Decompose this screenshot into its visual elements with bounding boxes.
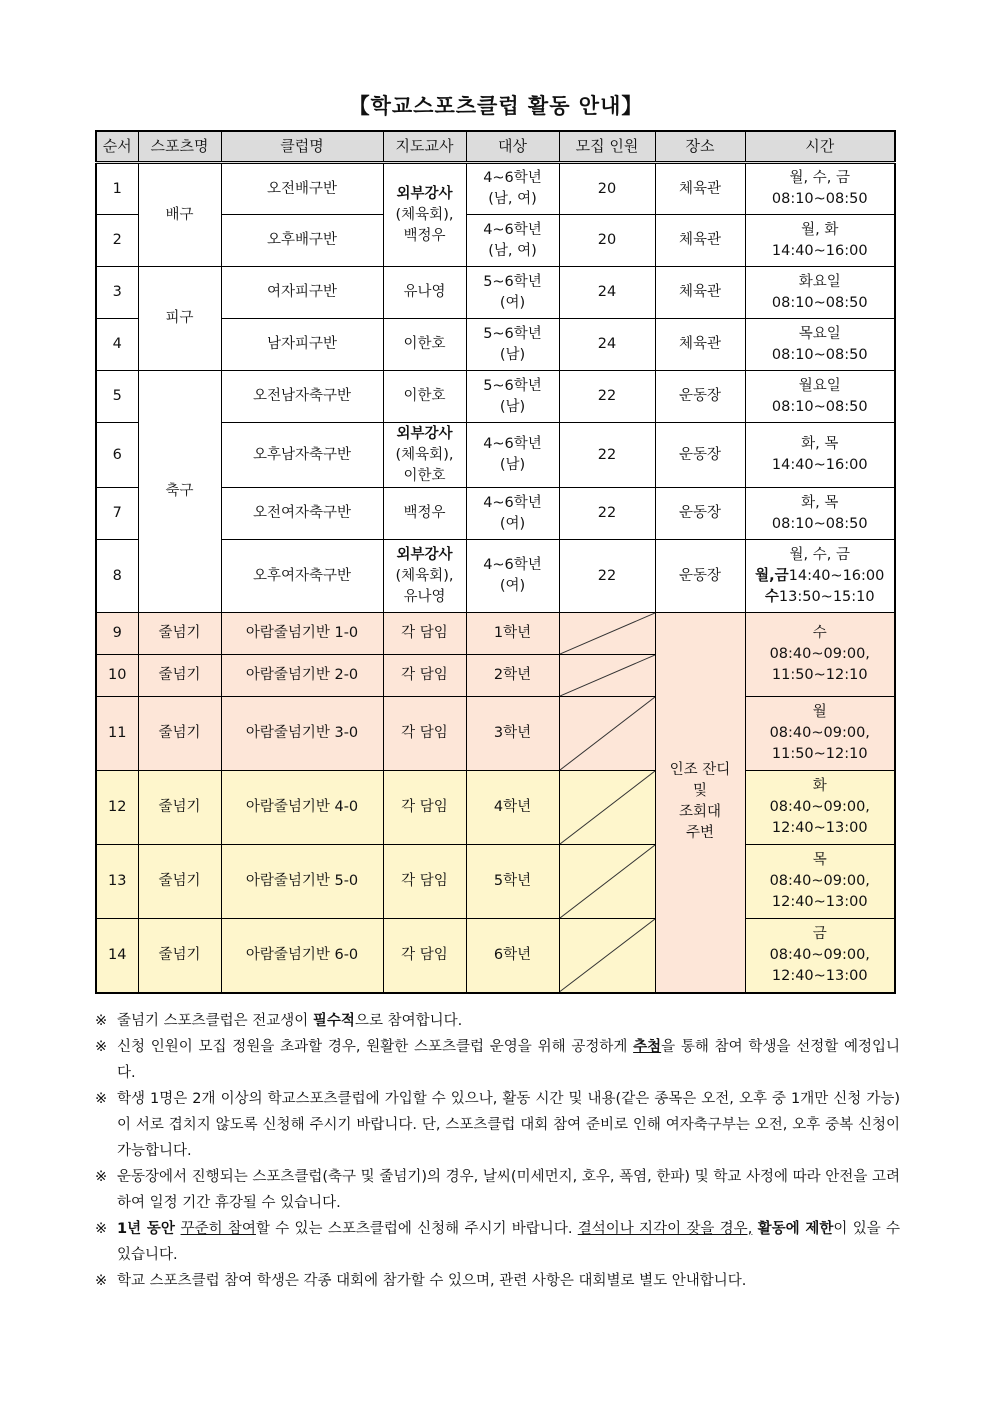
- cell-teacher: 각 담임: [383, 771, 466, 845]
- target-gender: (여): [499, 515, 526, 532]
- reference-mark-icon: ※: [95, 1091, 108, 1107]
- cell-place: 체육관: [655, 267, 745, 319]
- diagonal-slash-icon: [560, 845, 655, 918]
- cell-target: 5학년: [466, 845, 559, 919]
- cell-count: 24: [559, 319, 655, 371]
- note-item: [95, 1216, 900, 1268]
- time-range: 11:50~12:10: [771, 746, 868, 762]
- target-grade: 5~6학년: [483, 377, 542, 394]
- diagonal-slash-icon: [560, 613, 655, 654]
- time-days: 월, 화: [801, 221, 839, 238]
- cell-no: 4: [96, 319, 138, 371]
- cell-target: [466, 163, 559, 215]
- cell-no: 7: [96, 488, 138, 540]
- cell-teacher: 각 담임: [383, 697, 466, 771]
- cell-teacher: 유나영: [383, 267, 466, 319]
- col-header-count: 모집 인원: [559, 131, 655, 163]
- target-gender: (남): [499, 398, 526, 415]
- time-range: 08:10~08:50: [771, 294, 868, 311]
- teacher-external: 외부강사: [396, 425, 453, 442]
- cell-no: 6: [96, 423, 138, 488]
- time-range: 08:10~08:50: [771, 515, 868, 532]
- time-range: 08:10~08:50: [771, 398, 868, 415]
- note-text-part: 줄넘기 스포츠클럽은 전교생이: [117, 1013, 313, 1029]
- note-item: [95, 1034, 900, 1086]
- cell-time: [745, 771, 895, 845]
- col-header-club: 클럽명: [221, 131, 383, 163]
- target-gender: (남, 여): [488, 242, 537, 259]
- target-gender: (남): [499, 457, 526, 473]
- time-days-label: 수: [764, 588, 779, 605]
- cell-club: 오전여자축구반: [221, 488, 383, 540]
- note-emphasis: 필수적: [312, 1013, 355, 1029]
- time-days: 화요일: [798, 273, 841, 290]
- cell-time: [745, 423, 895, 488]
- time-range: 08:10~08:50: [771, 191, 868, 207]
- table-header-row: [96, 131, 895, 163]
- diagonal-slash-icon: [560, 697, 655, 770]
- venue-line: 및: [692, 783, 707, 800]
- notes-section: [95, 1008, 900, 1294]
- time-days: 목: [812, 852, 827, 868]
- cell-target: [466, 423, 559, 488]
- cell-count-empty: [559, 919, 655, 993]
- cell-teacher: 각 담임: [383, 919, 466, 993]
- col-header-sport: 스포츠명: [138, 131, 221, 163]
- cell-club: 오후배구반: [221, 215, 383, 267]
- cell-no: 10: [96, 655, 138, 697]
- cell-sport: 줄넘기: [138, 919, 221, 993]
- cell-sport: 줄넘기: [138, 613, 221, 655]
- target-gender: (남): [499, 346, 526, 363]
- time-range: 14:40~16:00: [788, 567, 885, 584]
- note-emphasis: 활동에 제한: [757, 1221, 834, 1237]
- cell-no: 3: [96, 267, 138, 319]
- time-days: 화, 목: [801, 436, 839, 452]
- table-row: [96, 163, 895, 215]
- cell-sport: 축구: [138, 371, 221, 613]
- cell-club: 아람줄넘기반 6-0: [221, 919, 383, 993]
- teacher-name: 이한호: [403, 467, 446, 484]
- table-row: [96, 371, 895, 423]
- cell-teacher: 각 담임: [383, 613, 466, 655]
- time-days: 월, 수, 금: [789, 546, 850, 563]
- cell-target: [466, 267, 559, 319]
- note-underline: 꾸준히 참여: [180, 1221, 256, 1237]
- cell-place: 체육관: [655, 163, 745, 215]
- note-text: [117, 1008, 900, 1034]
- cell-place: 운동장: [655, 488, 745, 540]
- time-range: 08:40~09:00,: [769, 873, 870, 889]
- reference-mark-icon: ※: [95, 1039, 108, 1055]
- time-range: 08:40~09:00,: [769, 799, 870, 815]
- teacher-org: (체육회),: [395, 206, 454, 223]
- cell-club: 아람줄넘기반 3-0: [221, 697, 383, 771]
- time-days: 월: [812, 704, 827, 720]
- note-text-part: 할 수 있는 스포츠클럽에 신청해 주시기 바랍니다.: [255, 1221, 578, 1237]
- cell-target: 3학년: [466, 697, 559, 771]
- reference-mark-icon: ※: [95, 1221, 108, 1237]
- note-text: [117, 1216, 900, 1268]
- cell-no: 12: [96, 771, 138, 845]
- cell-place: 운동장: [655, 540, 745, 613]
- cell-place: [655, 613, 745, 993]
- page-title: 【학교스포츠클럽 활동 안내】: [348, 94, 644, 118]
- target-gender: (여): [499, 578, 526, 594]
- table-row: [96, 845, 895, 919]
- cell-teacher: 각 담임: [383, 845, 466, 919]
- note-item: [95, 1164, 900, 1216]
- reference-mark-icon: ※: [95, 1273, 108, 1289]
- cell-club: 오전남자축구반: [221, 371, 383, 423]
- time-days: 월, 수, 금: [789, 170, 850, 186]
- cell-teacher: 각 담임: [383, 655, 466, 697]
- cell-count-empty: [559, 697, 655, 771]
- reference-mark-icon: ※: [95, 1169, 108, 1185]
- cell-time: [745, 488, 895, 540]
- target-grade: 5~6학년: [483, 273, 542, 290]
- cell-sport: 피구: [138, 267, 221, 371]
- cell-target: 2학년: [466, 655, 559, 697]
- cell-teacher: [383, 163, 466, 267]
- cell-time: [745, 319, 895, 371]
- cell-sport: 줄넘기: [138, 697, 221, 771]
- venue-line: 인조 잔디: [669, 762, 731, 779]
- cell-target: 6학년: [466, 919, 559, 993]
- time-range: 12:40~13:00: [771, 820, 868, 836]
- cell-sport: 배구: [138, 163, 221, 267]
- note-text: 학교 스포츠클럽 참여 학생은 각종 대회에 참가할 수 있으며, 관련 사항은 대회별로 별도 안내합니다.: [117, 1273, 747, 1289]
- cell-no: 14: [96, 919, 138, 993]
- cell-time: [745, 371, 895, 423]
- table-row: [96, 267, 895, 319]
- note-item: [95, 1008, 900, 1034]
- col-header-no: 순서: [96, 131, 138, 163]
- cell-count-empty: [559, 771, 655, 845]
- cell-target: 1학년: [466, 613, 559, 655]
- time-days: 화, 목: [801, 494, 839, 511]
- cell-teacher: [383, 540, 466, 613]
- cell-place: 운동장: [655, 371, 745, 423]
- cell-club: 오전배구반: [221, 163, 383, 215]
- table-row: [96, 771, 895, 845]
- time-days: 목요일: [798, 325, 841, 342]
- cell-no: 1: [96, 163, 138, 215]
- cell-count: 20: [559, 163, 655, 215]
- col-header-teacher: 지도교사: [383, 131, 466, 163]
- note-emphasis: 추첨: [633, 1039, 662, 1055]
- time-days: 금: [812, 925, 827, 942]
- time-range: 08:10~08:50: [771, 346, 868, 363]
- col-header-place: 장소: [655, 131, 745, 163]
- target-grade: 4~6학년: [483, 436, 542, 452]
- cell-count-empty: [559, 613, 655, 655]
- time-days-label: 월,금: [755, 567, 789, 584]
- cell-place: 체육관: [655, 215, 745, 267]
- time-range: 11:50~12:10: [771, 667, 868, 683]
- sports-club-table: [95, 130, 896, 994]
- cell-target: [466, 488, 559, 540]
- cell-time: [745, 540, 895, 613]
- cell-club: 아람줄넘기반 4-0: [221, 771, 383, 845]
- cell-club: 아람줄넘기반 2-0: [221, 655, 383, 697]
- venue-line: 조회대: [678, 804, 722, 821]
- table-row: [96, 613, 895, 655]
- cell-count: 22: [559, 423, 655, 488]
- time-range: 08:40~09:00,: [769, 646, 870, 662]
- cell-place: 체육관: [655, 319, 745, 371]
- teacher-external: 외부강사: [396, 546, 453, 563]
- target-grade: 4~6학년: [483, 221, 542, 238]
- note-text-part: 을 통해 참여 학생을 선정할 예정입니다.: [117, 1039, 901, 1081]
- time-range: 08:40~09:00,: [769, 725, 870, 741]
- note-text-part: 신청 인원이 모집 정원을 초과할 경우, 원활한 스포츠클럽 운영을 위해 공정하게: [117, 1039, 634, 1055]
- cell-time: [745, 697, 895, 771]
- note-text: [117, 1034, 900, 1086]
- reference-mark-icon: ※: [95, 1013, 108, 1029]
- cell-club: 아람줄넘기반 1-0: [221, 613, 383, 655]
- time-days: 월요일: [798, 377, 841, 394]
- cell-target: [466, 215, 559, 267]
- cell-club: 오후여자축구반: [221, 540, 383, 613]
- cell-count: 20: [559, 215, 655, 267]
- cell-time: [745, 613, 895, 697]
- time-range: 13:50~15:10: [778, 588, 875, 605]
- cell-no: 2: [96, 215, 138, 267]
- cell-club: 오후남자축구반: [221, 423, 383, 488]
- diagonal-slash-icon: [560, 771, 655, 844]
- cell-time: [745, 919, 895, 993]
- venue-line: 주변: [685, 825, 714, 842]
- note-item: [95, 1268, 900, 1294]
- target-grade: 4~6학년: [483, 170, 542, 186]
- time-range: 12:40~13:00: [771, 967, 868, 984]
- cell-time: [745, 163, 895, 215]
- target-grade: 4~6학년: [483, 557, 542, 573]
- cell-club: 남자피구반: [221, 319, 383, 371]
- note-text-part: 으로 참여합니다.: [354, 1013, 463, 1029]
- teacher-org: (체육회),: [395, 567, 454, 584]
- cell-club: 아람줄넘기반 5-0: [221, 845, 383, 919]
- cell-no: 11: [96, 697, 138, 771]
- cell-sport: 줄넘기: [138, 845, 221, 919]
- table-row: [96, 697, 895, 771]
- cell-teacher: 이한호: [383, 371, 466, 423]
- teacher-external: 외부강사: [396, 185, 453, 202]
- cell-teacher: 백정우: [383, 488, 466, 540]
- cell-place: 운동장: [655, 423, 745, 488]
- note-item: [95, 1086, 900, 1164]
- cell-target: 4학년: [466, 771, 559, 845]
- cell-count-empty: [559, 845, 655, 919]
- teacher-name: 유나영: [403, 588, 446, 605]
- cell-club: 여자피구반: [221, 267, 383, 319]
- col-header-target: 대상: [466, 131, 559, 163]
- cell-count: 22: [559, 540, 655, 613]
- note-text: 운동장에서 진행되는 스포츠클럽(축구 및 줄넘기)의 경우, 날씨(미세먼지, 호우, 폭염, 한파) 및 학교 사정에 따라 안전을 고려하여 일정 기간 휴강될 수 있습니다.: [117, 1169, 900, 1211]
- diagonal-slash-icon: [560, 919, 655, 992]
- time-days: 수: [812, 625, 827, 641]
- time-range-mon-fri: [748, 566, 893, 587]
- time-range: 08:40~09:00,: [769, 946, 870, 963]
- teacher-name: 백정우: [403, 227, 446, 244]
- time-range: 14:40~16:00: [771, 242, 868, 259]
- cell-time: [745, 845, 895, 919]
- cell-target: [466, 319, 559, 371]
- target-grade: 4~6학년: [483, 494, 542, 511]
- cell-target: [466, 540, 559, 613]
- col-header-time: 시간: [745, 131, 895, 163]
- cell-count: 24: [559, 267, 655, 319]
- table-row: [96, 919, 895, 993]
- time-range: 14:40~16:00: [771, 457, 868, 473]
- cell-target: [466, 371, 559, 423]
- target-gender: (남, 여): [488, 191, 537, 207]
- cell-no: 5: [96, 371, 138, 423]
- diagonal-slash-icon: [560, 655, 655, 696]
- cell-no: 13: [96, 845, 138, 919]
- cell-count: 22: [559, 371, 655, 423]
- cell-time: [745, 215, 895, 267]
- cell-teacher: 이한호: [383, 319, 466, 371]
- teacher-org: (체육회),: [395, 446, 454, 463]
- cell-no: 8: [96, 540, 138, 613]
- note-underline: 결석이나 지각이 잦을 경우,: [577, 1221, 753, 1237]
- cell-count-empty: [559, 655, 655, 697]
- cell-sport: 줄넘기: [138, 771, 221, 845]
- target-gender: (여): [499, 294, 526, 311]
- time-range: 12:40~13:00: [771, 894, 868, 910]
- cell-sport: 줄넘기: [138, 655, 221, 697]
- time-range-wed: [748, 587, 893, 608]
- cell-teacher: [383, 423, 466, 488]
- target-grade: 5~6학년: [483, 325, 542, 342]
- note-text-part: 이 있을 수 있습니다.: [117, 1221, 901, 1263]
- cell-time: [745, 267, 895, 319]
- cell-count: 22: [559, 488, 655, 540]
- note-text: 학생 1명은 2개 이상의 학교스포츠클럽에 가입할 수 있으나, 활동 시간 및 내용(같은 종목은 오전, 오후 중 1개만 신청 가능)이 서로 겹치지 않도록 신청해 주시기 바랍니다. 단, 스포츠클럽 대회 참여 준비로 인해 여자축구부는 오전, 오후 중복 신청이 가능합니다.: [117, 1091, 900, 1159]
- note-emphasis: 1년 동안: [117, 1221, 181, 1237]
- time-days: 화: [812, 778, 827, 794]
- cell-no: 9: [96, 613, 138, 655]
